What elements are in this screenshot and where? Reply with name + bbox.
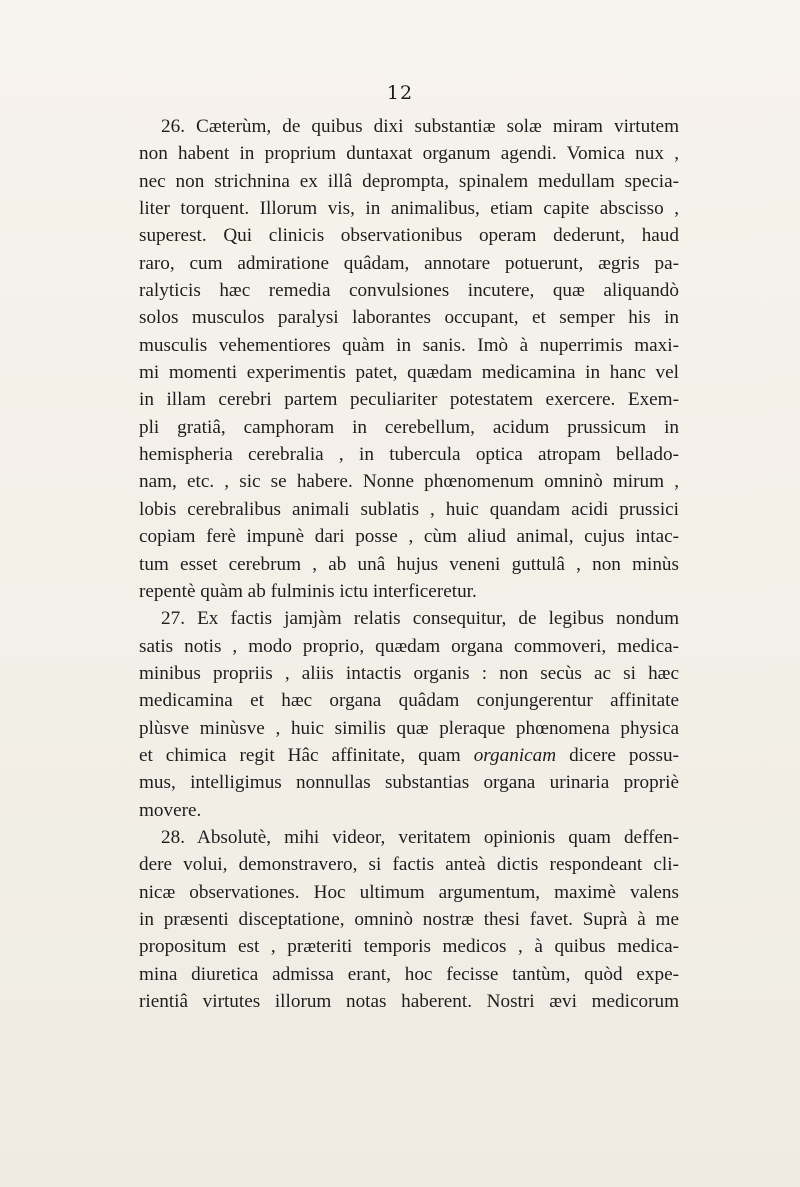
text-line: pli gratiâ, camphoram in cerebellum, acidum prussicum in xyxy=(139,416,679,438)
text-line: ralyticis hæc remedia convulsiones incutere, quæ aliquandò xyxy=(139,280,679,302)
text-line: in præsenti disceptatione, omninò nostræ thesi favet. Suprà à me xyxy=(139,908,679,930)
text-line: rientiâ virtutes illorum notas haberent. Nostri ævi medicorum xyxy=(139,991,679,1012)
paragraph-26-end: repentè quàm ab fulminis ictu interficeretur. xyxy=(139,580,477,602)
text-line: minibus propriis , aliis intactis organis : non secùs ac si hæc xyxy=(139,662,679,684)
text-line: nam, etc. , sic se habere. Nonne phœnomenum omninò mirum , xyxy=(139,471,679,493)
text-line: mi momenti experimentis patet, quædam medicamina in hanc vel xyxy=(139,362,679,384)
text-line: tum esset cerebrum , ab unâ hujus veneni guttulâ , non minùs xyxy=(139,553,679,575)
body-text xyxy=(139,113,679,1015)
text-line: liter torquent. Illorum vis, in animalibus, etiam capite abscisso , xyxy=(139,198,679,220)
text-line: non habent in proprium duntaxat organum agendi. Vomica nux , xyxy=(139,143,679,165)
text-line: plùsve minùsve , huic similis quæ pleraque phœnomena physica xyxy=(139,717,679,739)
text-line: dere volui, demonstravero, si factis anteà dictis respondeant cli- xyxy=(139,854,679,876)
text-line: satis notis , modo proprio, quædam organa commoveri, medica- xyxy=(139,635,679,657)
text-line: lobis cerebralibus animali sublatis , huic quandam acidi prussici xyxy=(139,498,679,520)
italic-term: organicam xyxy=(473,744,557,766)
text-line: musculis vehementiores quàm in sanis. Imò à nuperrimis maxi- xyxy=(139,334,679,356)
text-line: mina diuretica admissa erant, hoc fecisse tantùm, quòd expe- xyxy=(139,963,679,985)
text-line: superest. Qui clinicis observationibus operam dederunt, haud xyxy=(139,225,679,247)
text-line: propositum est , præteriti temporis medicos , à quibus medica- xyxy=(139,936,679,958)
page-number: 12 xyxy=(386,82,414,104)
text-line: hemispheria cerebralia , in tubercula optica atropam bellado- xyxy=(139,444,679,466)
text-line-organicam: et chimica regit Hâc affinitate, quam organicam dicere possu- xyxy=(139,744,679,766)
paragraph-27-end: movere. xyxy=(139,799,202,821)
text-line: copiam ferè impunè dari posse , cùm aliud animal, cujus intac- xyxy=(139,526,679,548)
text-line: nicæ observationes. Hoc ultimum argumentum, maximè valens xyxy=(139,881,679,903)
paragraph-26-start: 26. Cæterùm, de quibus dixi substantiæ solæ miram virtutem xyxy=(161,116,679,137)
text-line: in illam cerebri partem peculiariter potestatem exercere. Exem- xyxy=(139,389,679,411)
paragraph-27-start: 27. Ex factis jamjàm relatis consequitur, de legibus nondum xyxy=(161,608,679,630)
text-line: raro, cum admiratione quâdam, annotare potuerunt, ægris pa- xyxy=(139,252,679,274)
paragraph-28-start: 28. Absolutè, mihi videor, veritatem opinionis quam deffen- xyxy=(161,826,679,848)
text-line: nec non strichnina ex illâ deprompta, spinalem medullam specia- xyxy=(139,170,679,192)
text-line: solos musculos paralysi laborantes occupant, et semper his in xyxy=(139,307,679,329)
text-line: medicamina et hæc organa quâdam conjungerentur affinitate xyxy=(139,690,679,712)
text-line: mus, intelligimus nonnullas substantias organa urinaria propriè xyxy=(139,772,679,794)
